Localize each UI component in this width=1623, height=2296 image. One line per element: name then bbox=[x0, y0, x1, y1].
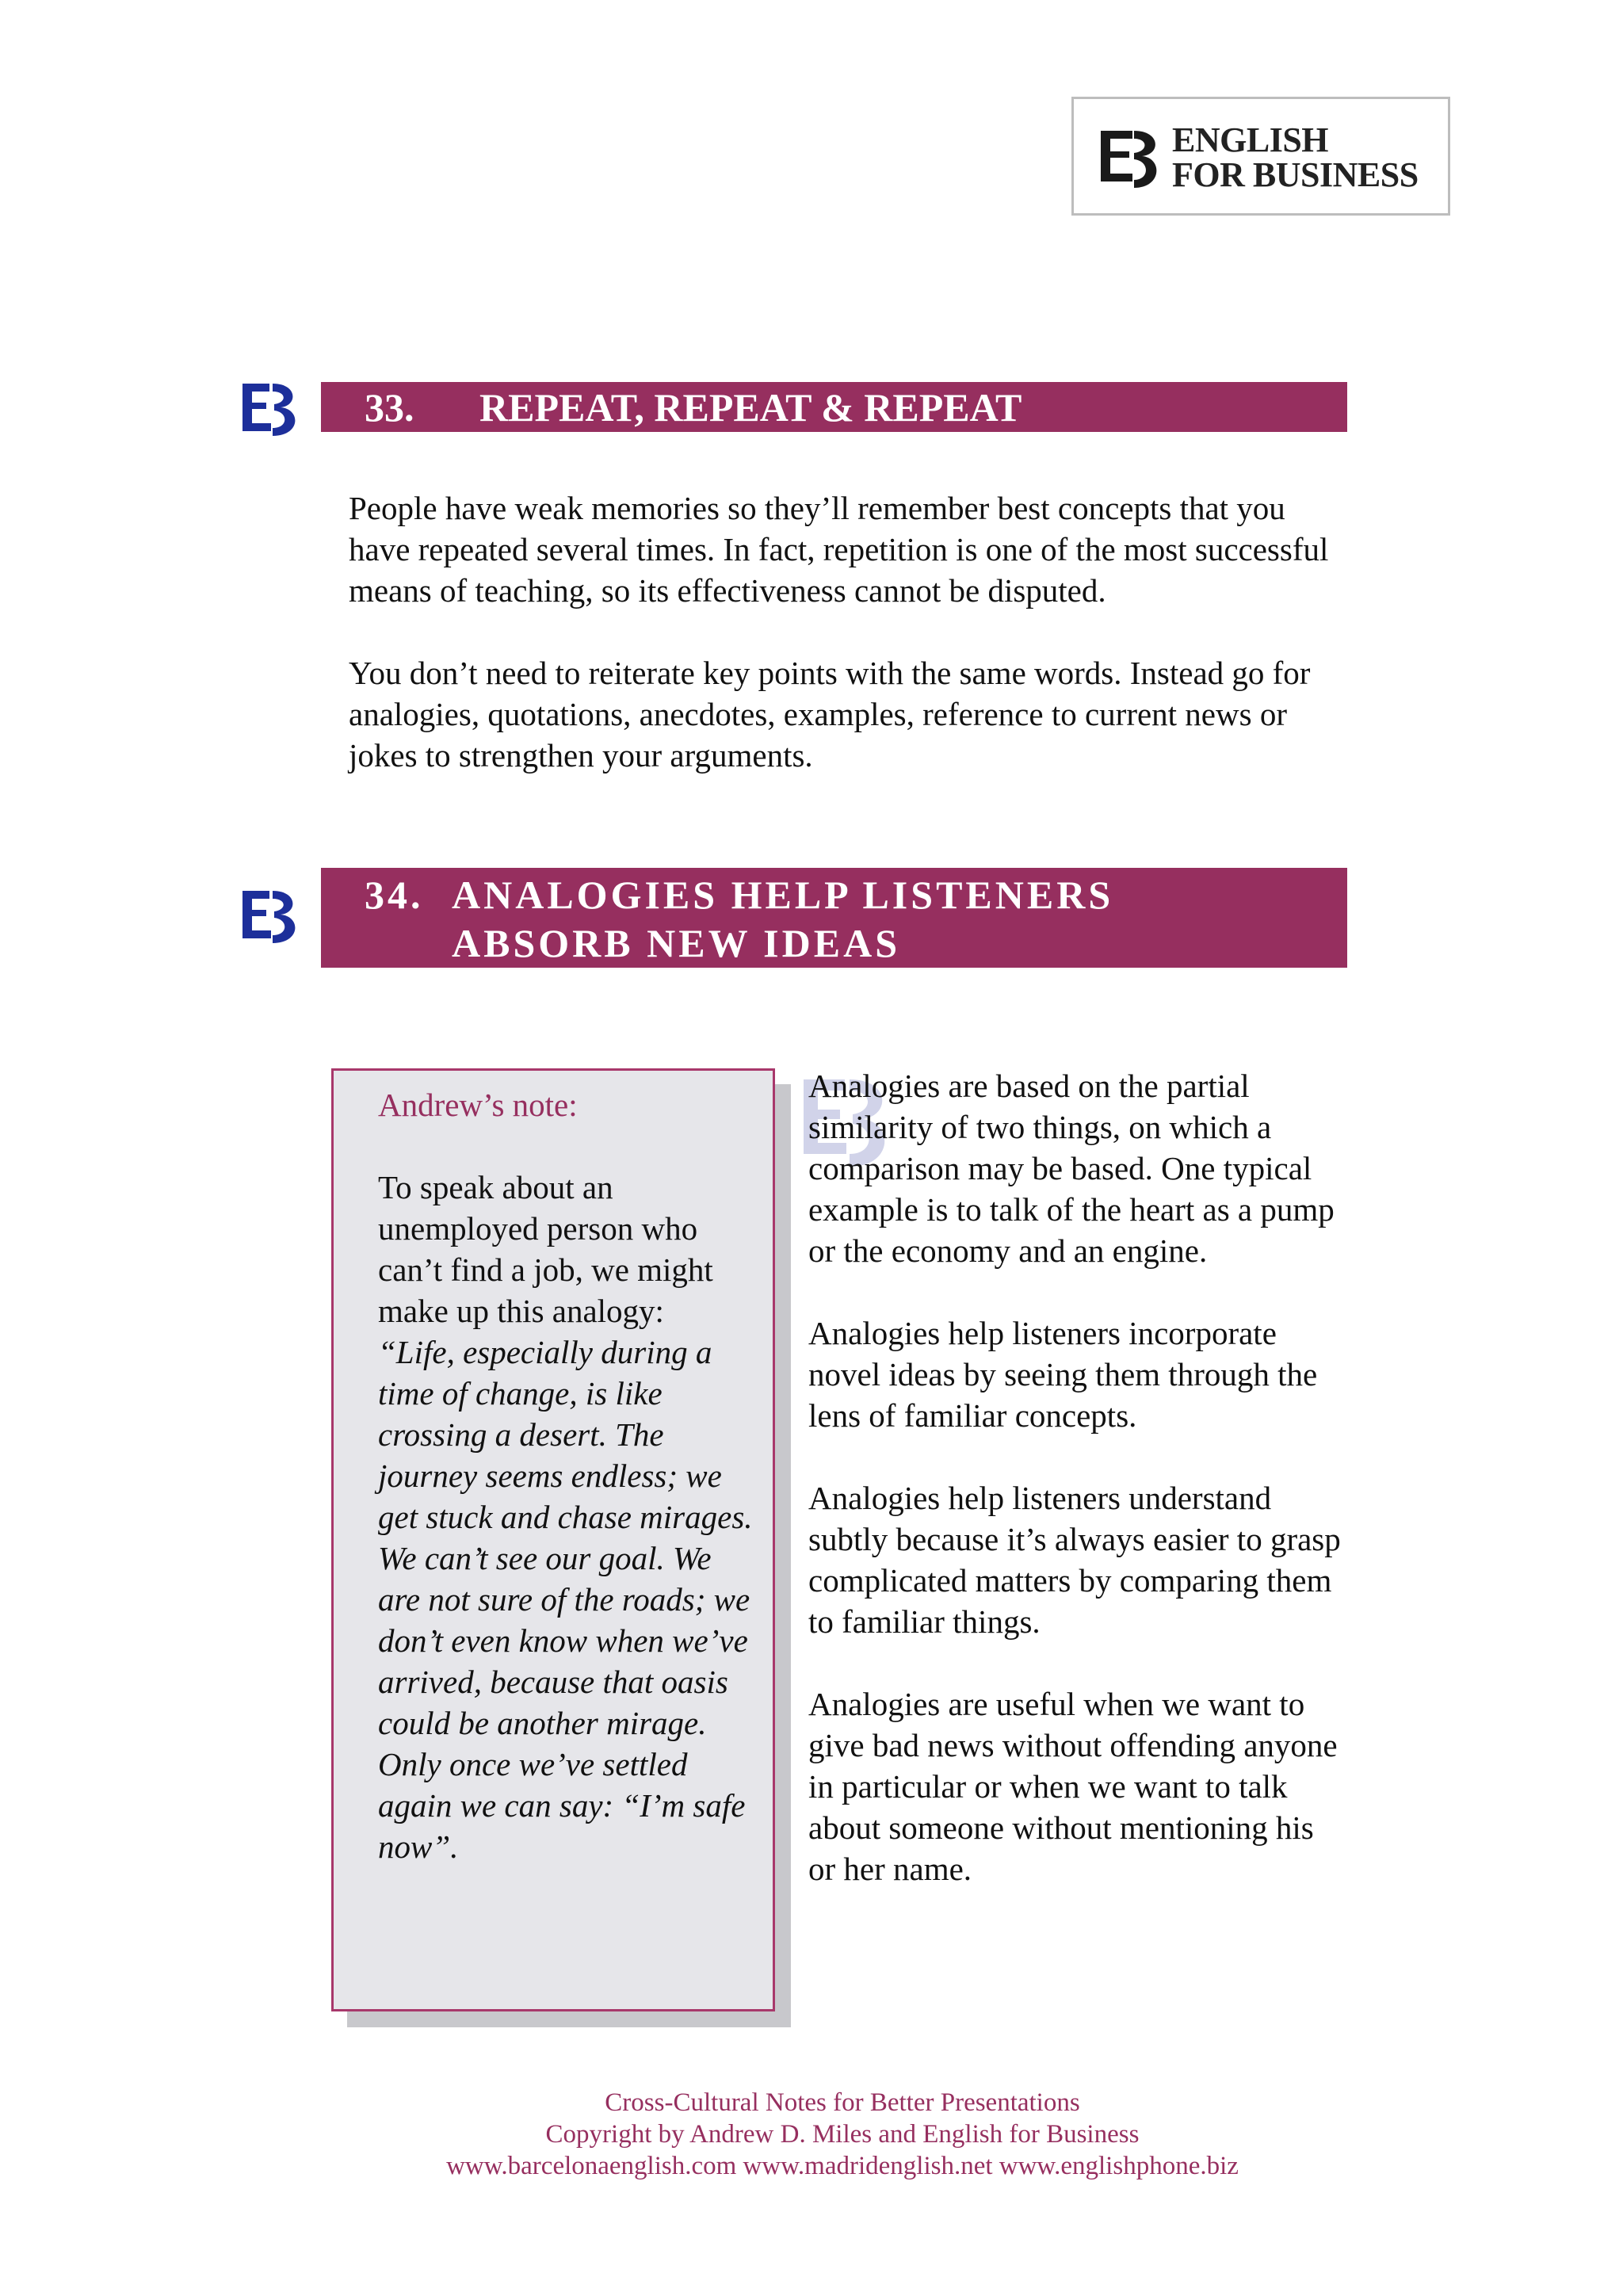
section-34-banner bbox=[321, 868, 1347, 968]
section-34-title-line-2: ABSORB NEW IDEAS bbox=[452, 921, 901, 965]
footer-line-2: Copyright by Andrew D. Miles and English for Business bbox=[545, 2120, 1140, 2149]
section-33-body bbox=[349, 487, 1347, 817]
section-33-paragraph: People have weak memories so they’ll remember best concepts that you have repeated several times. In fact, repetition is one of the most successful means of teaching, so its effectiveness cannot be disputed. bbox=[349, 490, 1329, 609]
section-34-paragraph: Analogies are based on the partial similarity of two things, on which a comparison may be based. One typical example is to talk of the heart as a pump or the economy and an engine. bbox=[808, 1068, 1335, 1269]
logo-line-2: FOR BUSINESS bbox=[1172, 155, 1419, 194]
footer-links[interactable]: www.barcelonaenglish.com www.madridenglish.net www.englishphone.biz bbox=[446, 2152, 1239, 2180]
section-34-title-line-1: ANALOGIES HELP LISTENERS bbox=[452, 873, 1114, 917]
note-heading: Andrew’s note: bbox=[378, 1087, 578, 1123]
section-34-number: 34. bbox=[365, 873, 424, 917]
section-33-banner bbox=[321, 382, 1347, 432]
andrews-note-box bbox=[331, 1068, 775, 2011]
section-34-paragraph: Analogies help listeners understand subtly because it’s always easier to grasp complicated matters by comparing them to familiar things. bbox=[808, 1480, 1341, 1640]
eb-logo-icon bbox=[1098, 128, 1163, 191]
section-34-body bbox=[808, 1065, 1347, 1931]
section-33-paragraph: You don’t need to reiterate key points with the same words. Instead go for analogies, quotations, anecdotes, examples, reference to current news or jokes to strengthen your arguments. bbox=[349, 655, 1311, 774]
company-logo bbox=[1071, 97, 1450, 216]
logo-wordmark bbox=[1172, 120, 1419, 194]
section-33-title: REPEAT, REPEAT & REPEAT bbox=[479, 385, 1022, 430]
note-quote: “Life, especially during a time of change, is like crossing a desert. The journey seems endless; we get stuck and chase mirages. We can’t see our goal. We are not sure of the roads; we don’t even know when we’ve arrived, because that oasis could be another mirage. Only once we’ve settled again we can say: “I’m safe now”. bbox=[378, 1334, 753, 1865]
page-footer bbox=[0, 2087, 1623, 2182]
section-34-paragraph: Analogies are useful when we want to give bad news without offending anyone in particular or when we want to talk about someone without mentioning his or her name. bbox=[808, 1686, 1338, 1887]
footer-line-1: Cross-Cultural Notes for Better Presentations bbox=[605, 2088, 1080, 2117]
section-34-title bbox=[452, 871, 1113, 968]
section-34-paragraph: Analogies help listeners incorporate novel ideas by seeing them through the lens of familiar concepts. bbox=[808, 1315, 1318, 1434]
note-intro: To speak about an unemployed person who can’t find a job, we might make up this analogy: bbox=[378, 1169, 713, 1329]
eb-bullet-icon bbox=[239, 886, 304, 946]
logo-line-1: ENGLISH bbox=[1172, 120, 1329, 159]
section-33-number: 33. bbox=[365, 385, 414, 430]
eb-bullet-icon bbox=[239, 379, 304, 439]
